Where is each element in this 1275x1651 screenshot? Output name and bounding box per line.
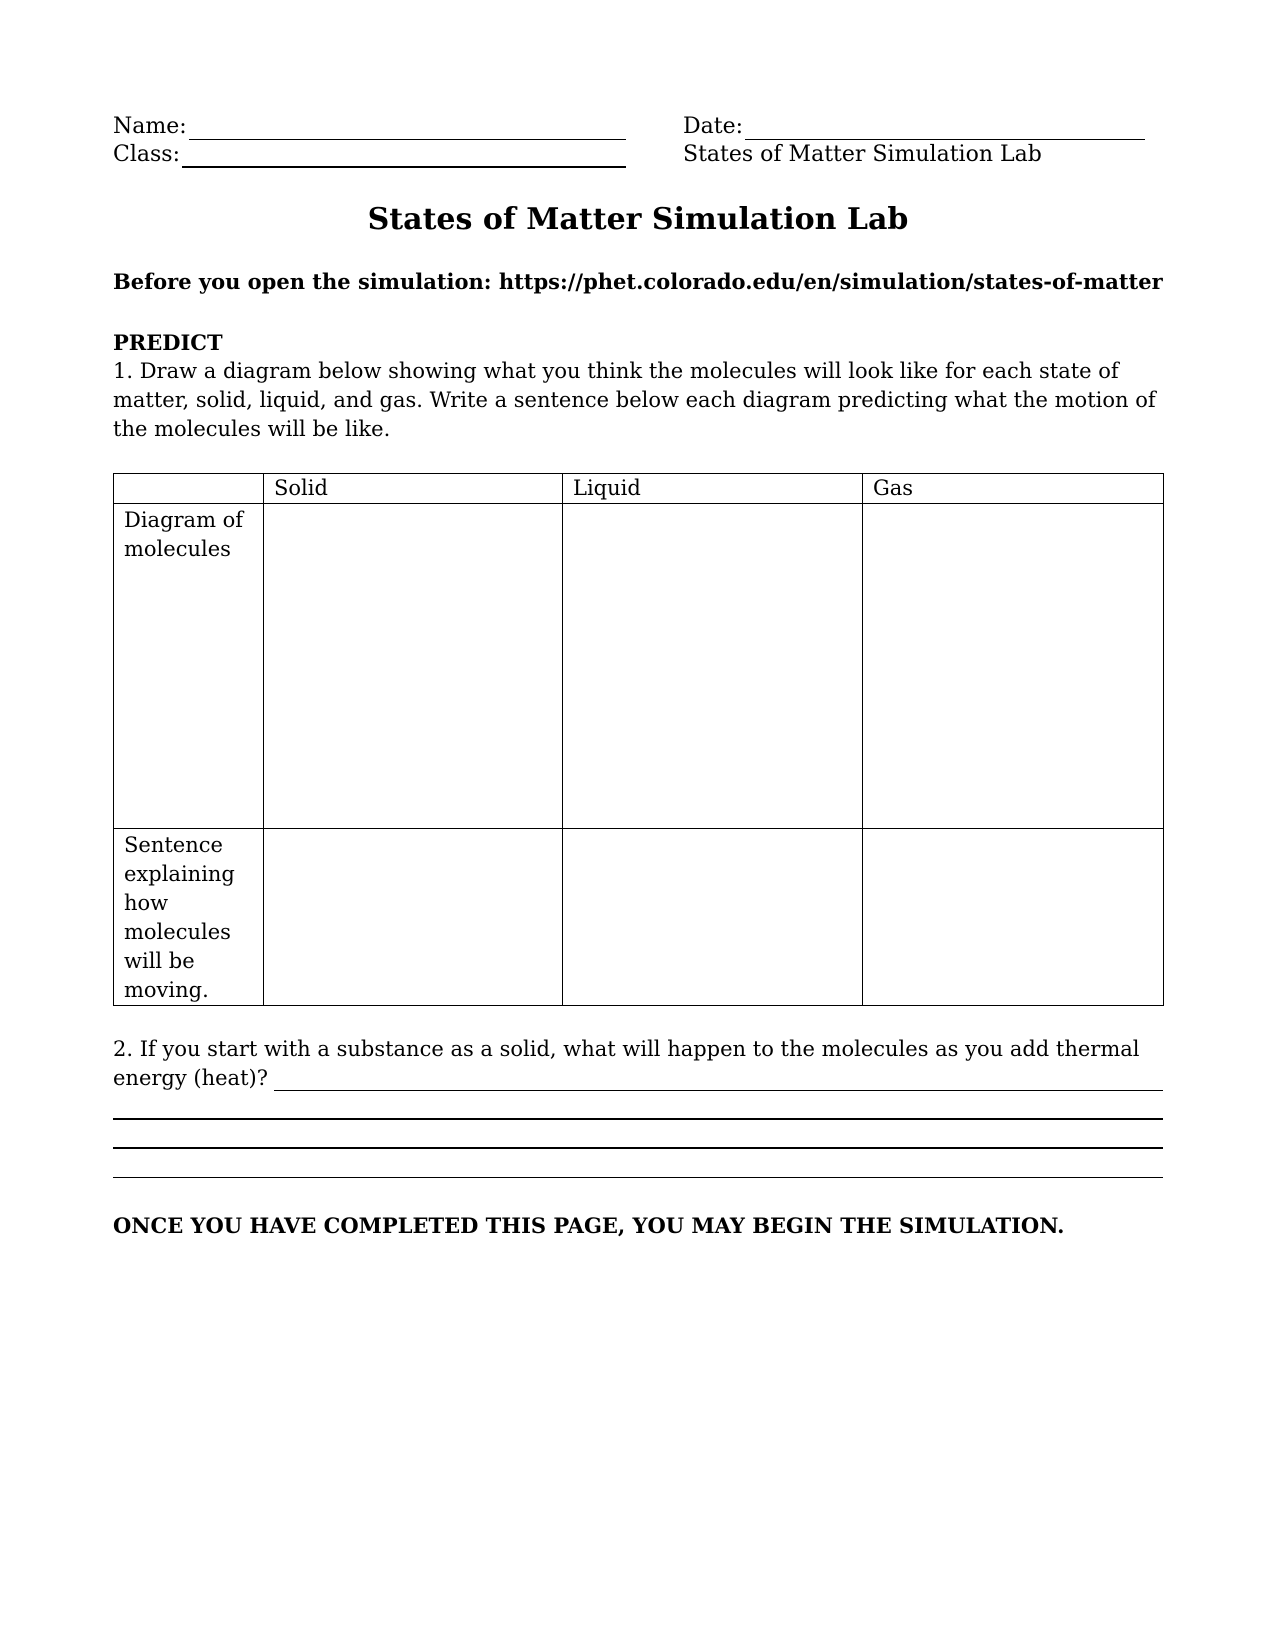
- class-row: [113, 142, 626, 168]
- row-label: Diagram of molecules: [114, 504, 264, 829]
- name-label: Name:: [113, 114, 187, 139]
- lab-name: States of Matter Simulation Lab: [683, 142, 1042, 167]
- date-row: [683, 114, 1145, 140]
- table-header-cell: Liquid: [563, 474, 863, 504]
- answer-line[interactable]: [113, 1147, 1163, 1149]
- table-header-cell: Solid: [264, 474, 563, 504]
- closing-instruction: ONCE YOU HAVE COMPLETED THIS PAGE, YOU MAY BEGIN THE SIMULATION.: [113, 1213, 1065, 1238]
- page-title: States of Matter Simulation Lab: [367, 202, 909, 237]
- solid-diagram-cell[interactable]: [264, 504, 563, 829]
- gas-diagram-cell[interactable]: [863, 504, 1164, 829]
- table-header-cell: Gas: [863, 474, 1164, 504]
- name-row: [113, 114, 626, 140]
- answer-line[interactable]: [113, 1118, 1163, 1120]
- predict-heading: PREDICT: [113, 330, 223, 355]
- answer-line[interactable]: [274, 1090, 1163, 1091]
- liquid-sentence-cell[interactable]: [563, 829, 863, 1006]
- question-2: 2. If you start with a substance as a solid, what will happen to the molecules as you add thermal energy (heat)?: [113, 1037, 1140, 1090]
- table-row: [114, 829, 1164, 1006]
- question-1: 1. Draw a diagram below showing what you think the molecules will look like for each state of matter, solid, liquid, and gas. Write a sentence below each diagram predicting what the motion of the molecules will be like.: [113, 359, 1156, 441]
- class-field[interactable]: [182, 144, 626, 168]
- table-row: [114, 504, 1164, 829]
- gas-sentence-cell[interactable]: [863, 829, 1164, 1006]
- solid-sentence-cell[interactable]: [264, 829, 563, 1006]
- name-field[interactable]: [189, 117, 626, 140]
- row-label: Sentence explaining how molecules will be moving.: [114, 829, 264, 1006]
- prediction-table: [113, 473, 1164, 1006]
- table-header-row: [114, 474, 1164, 504]
- liquid-diagram-cell[interactable]: [563, 504, 863, 829]
- table-header-cell: [114, 474, 264, 504]
- date-label: Date:: [683, 114, 744, 139]
- simulation-link-text: Before you open the simulation: https://phet.colorado.edu/en/simulation/states-of-matter: [113, 269, 1163, 294]
- answer-line[interactable]: [113, 1177, 1163, 1178]
- class-label: Class:: [113, 142, 180, 167]
- date-field[interactable]: [745, 117, 1145, 140]
